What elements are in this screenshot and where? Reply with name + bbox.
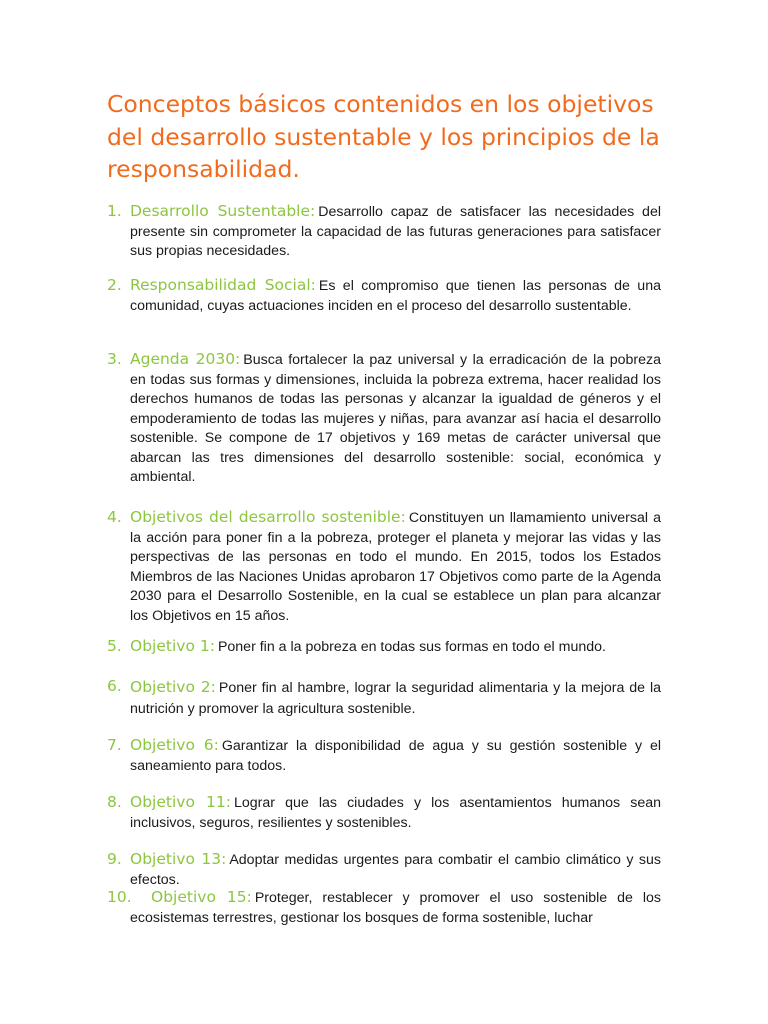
item-term: Agenda 2030: <box>130 350 241 368</box>
item-term: Objetivo 1: <box>130 637 215 655</box>
item-number: 1. <box>107 202 122 220</box>
item-number: 2. <box>107 276 122 294</box>
item-term: Responsabilidad Social: <box>130 276 316 294</box>
item-text: Es el compromiso que tienen las personas de una comunidad, cuyas actuaciones inciden en el proceso del desarrollo sustentable. <box>130 278 661 314</box>
item-text: Poner fin al hambre, lograr la seguridad alimentaria y la mejora de la nutrición y promover la agricultura sostenible. <box>130 680 661 717</box>
item-number: 7. <box>107 736 122 754</box>
item-body <box>130 637 661 658</box>
item-term: Objetivo 11: <box>130 793 231 811</box>
item-term: Objetivo 13: <box>130 850 227 868</box>
item-body <box>130 793 661 833</box>
item-text: Adoptar medidas urgentes para combatir el cambio climático y sus efectos. <box>130 852 662 888</box>
item-body <box>130 350 661 488</box>
item-number: 9. <box>107 850 122 868</box>
item-text: Garantizar la disponibilidad de agua y su gestión sostenible y el saneamiento para todos. <box>130 738 661 774</box>
item-text: Poner fin a la pobreza en todas sus formas en todo el mundo. <box>217 639 606 655</box>
item-body <box>130 276 661 316</box>
item-body <box>130 736 661 776</box>
item-number: 5. <box>107 637 122 655</box>
item-number: 8. <box>107 793 122 811</box>
item-term: Objetivos del desarrollo sostenible: <box>130 508 406 526</box>
item-text: Lograr que las ciudades y los asentamientos humanos sean inclusivos, seguros, resilientes y sostenibles. <box>130 795 661 831</box>
page-title: Conceptos básicos contenidos en los objetivos del desarrollo sustentable y los principios de la responsabilidad. <box>107 90 660 183</box>
item-text: Proteger, restablecer y promover el uso sostenible de los ecosistemas terrestres, gestionar los bosques de forma sostenible, luchar <box>130 890 662 926</box>
item-number: 4. <box>107 508 122 526</box>
item-text: Busca fortalecer la paz universal y la erradicación de la pobreza en todas sus formas y dimensiones, incluida la pobreza extrema, hacer realidad los derechos humanos de todas las personas y alcanzar la igualdad de géneros y el empoderamiento de todas las mujeres y niñas, para avanzar así hacia el desarrollo sostenible. Se compone de 17 objetivos y 169 metas de carácter universal que abarcan las tres dimensiones del desarrollo sostenible: social, económica y ambiental. <box>130 352 661 485</box>
item-number: 3. <box>107 350 122 368</box>
item-body <box>130 850 661 890</box>
item-body <box>130 677 661 719</box>
item-text: Constituyen un llamamiento universal a la acción para poner fin a la pobreza, proteger el planeta y mejorar las vidas y las perspectivas de las personas en todo el mundo. En 2015, todos los Estados Miembros de las Naciones Unidas aprobaron 17 Objetivos como parte de la Agenda 2030 para el Desarrollo Sostenible, en la cual se establece un plan para alcanzar los Objetivos en 15 años. <box>130 510 662 624</box>
item-number: 10. <box>107 888 132 906</box>
item-term: Desarrollo Sustentable: <box>130 202 316 220</box>
item-term: Objetivo 15: <box>151 888 252 906</box>
item-number: 6. <box>107 677 122 695</box>
item-body <box>130 508 661 626</box>
item-body <box>130 888 661 928</box>
item-text: Desarrollo capaz de satisfacer las necesidades del presente sin comprometer la capacidad de las futuras generaciones para satisfacer sus propias necesidades. <box>130 204 661 259</box>
item-body <box>130 202 661 262</box>
item-term: Objetivo 2: <box>130 678 216 696</box>
item-term: Objetivo 6: <box>130 736 219 754</box>
